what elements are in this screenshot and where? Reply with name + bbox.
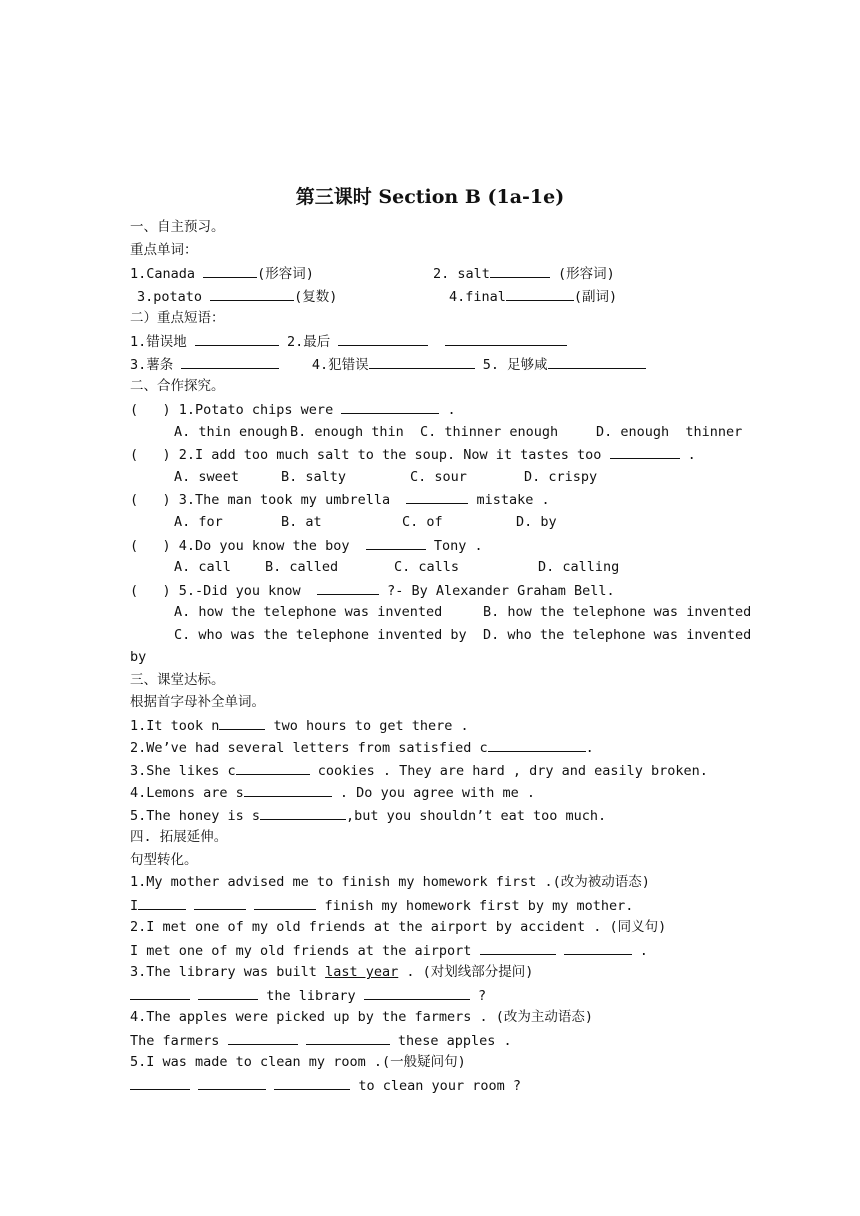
answer-blank[interactable]: [236, 761, 310, 775]
answer-blank[interactable]: [338, 332, 428, 346]
question-text: ( ) 1.Potato chips were: [130, 402, 342, 418]
fill-item-2: [130, 738, 594, 757]
answer-blank[interactable]: [564, 941, 632, 955]
answer-blank[interactable]: [480, 941, 556, 955]
answer-blank[interactable]: [198, 986, 258, 1000]
question-3: [130, 490, 550, 509]
item-text: 5.The honey is s: [130, 808, 261, 824]
answer-blank[interactable]: [366, 536, 426, 550]
item-text: 2.We’ve had several letters from satisfied c: [130, 740, 488, 756]
fill-item-5: [130, 806, 606, 825]
phrase-text: 4.犯错误: [311, 357, 369, 373]
phrase-row-2: [130, 355, 646, 374]
option-1b[interactable]: B. enough thin: [290, 424, 404, 440]
word-item-4: [449, 287, 617, 306]
question-text: ( ) 3.The man took my umbrella: [130, 492, 407, 508]
underlined-phrase: last year: [325, 964, 399, 980]
item-text: ,but you shouldn’t eat too much.: [346, 808, 607, 824]
answer-blank[interactable]: [203, 264, 257, 278]
transform-5-answer: [130, 1076, 521, 1095]
answer-blank[interactable]: [138, 896, 186, 910]
option-2d[interactable]: D. crispy: [524, 469, 598, 485]
key-words-label: 重点单词：: [130, 242, 198, 258]
answer-text: the library: [258, 988, 364, 1004]
transform-3-answer: [130, 986, 486, 1005]
answer-text: The farmers: [130, 1033, 228, 1049]
page-title: 第三课时 Section B (1a-1e): [295, 186, 565, 208]
answer-text: I: [130, 898, 139, 914]
answer-blank[interactable]: [130, 986, 190, 1000]
item-text: . Do you agree with me .: [331, 785, 535, 801]
section-2-heading: 二、合作探究。: [130, 378, 225, 394]
answer-blank[interactable]: [317, 581, 379, 595]
section-1-heading: 一、自主预习。: [130, 219, 225, 235]
question-text: ( ) 2.I add too much salt to the soup. Now it tastes too: [130, 447, 610, 463]
phrase-text: 2.最后: [278, 334, 339, 350]
option-4c[interactable]: C. calls: [394, 559, 460, 575]
question-text: ( ) 5.-Did you know: [130, 583, 317, 599]
section-4-instruction: 句型转化。: [130, 852, 198, 868]
option-5d[interactable]: D. who the telephone was invented: [483, 627, 752, 643]
word-hint: (形容词): [549, 266, 615, 282]
answer-blank[interactable]: [181, 355, 279, 369]
phrase-text: 5. 足够咸: [474, 357, 548, 373]
question-1: [130, 400, 456, 419]
word-item-2: [433, 264, 615, 283]
answer-blank[interactable]: [228, 1031, 298, 1045]
answer-text: to clean your room ?: [350, 1078, 521, 1094]
option-2a[interactable]: A. sweet: [174, 469, 240, 485]
item-text: two hours to get there .: [265, 718, 469, 734]
answer-blank[interactable]: [406, 490, 468, 504]
answer-blank[interactable]: [548, 355, 646, 369]
answer-blank[interactable]: [341, 400, 439, 414]
answer-blank[interactable]: [130, 1076, 190, 1090]
answer-blank[interactable]: [506, 287, 574, 301]
answer-blank[interactable]: [219, 716, 265, 730]
transform-4-prompt: 4.The apples were picked up by the farmers . (改为主动语态): [130, 1009, 594, 1025]
word-item-1: [130, 264, 314, 283]
question-end: .: [439, 402, 456, 418]
item-text: cookies . They are hard , dry and easily broken.: [309, 763, 708, 779]
option-4b[interactable]: B. called: [265, 559, 339, 575]
answer-blank[interactable]: [490, 264, 550, 278]
item-text: .: [585, 740, 594, 756]
option-3d[interactable]: D. by: [516, 514, 557, 530]
word-text: 2. salt: [433, 266, 490, 282]
answer-blank[interactable]: [260, 806, 346, 820]
answer-blank[interactable]: [210, 287, 294, 301]
option-5b[interactable]: B. how the telephone was invented: [483, 604, 752, 620]
answer-blank[interactable]: [274, 1076, 350, 1090]
option-2b[interactable]: B. salty: [281, 469, 347, 485]
question-5: [130, 581, 615, 600]
option-1d[interactable]: D. enough thinner: [596, 424, 743, 440]
item-text: 3.She likes c: [130, 763, 236, 779]
prompt-text: . (对划线部分提问): [398, 964, 534, 980]
prompt-text: 3.The library was built: [130, 964, 326, 980]
option-5a[interactable]: A. how the telephone was invented: [174, 604, 443, 620]
key-phrases-label: 二）重点短语：: [130, 310, 225, 326]
item-text: 4.Lemons are s: [130, 785, 244, 801]
word-hint: (复数): [294, 289, 338, 305]
answer-blank[interactable]: [369, 355, 475, 369]
word-item-3: [137, 287, 337, 306]
answer-blank[interactable]: [488, 738, 586, 752]
answer-blank[interactable]: [306, 1031, 390, 1045]
section-3-heading: 三、课堂达标。: [130, 672, 225, 688]
option-4d[interactable]: D. calling: [538, 559, 620, 575]
answer-blank[interactable]: [194, 896, 246, 910]
word-hint: (形容词): [257, 266, 314, 282]
transform-3-prompt: [130, 963, 533, 981]
answer-text: I met one of my old friends at the airport: [130, 943, 480, 959]
question-text: ( ) 4.Do you know the boy: [130, 538, 366, 554]
option-3a[interactable]: A. for: [174, 514, 223, 530]
transform-4-answer: [130, 1031, 512, 1050]
fill-item-4: [130, 783, 535, 802]
question-end: .: [679, 447, 696, 463]
phrase-text: 1.错误地: [130, 334, 195, 350]
phrase-text: 3.薯条: [130, 357, 182, 373]
word-text: 1.Canada: [130, 266, 204, 282]
answer-blank[interactable]: [195, 332, 279, 346]
option-5d-continued: by: [130, 649, 147, 665]
option-4a[interactable]: A. call: [174, 559, 231, 575]
phrase-row-1: [130, 332, 567, 351]
transform-1-prompt: 1.My mother advised me to finish my homework first .(改为被动语态): [130, 874, 650, 890]
answer-blank[interactable]: [244, 783, 332, 797]
option-5c[interactable]: C. who was the telephone invented by: [174, 627, 467, 643]
word-text: 3.potato: [137, 289, 211, 305]
option-1a[interactable]: A. thin enough: [174, 424, 288, 440]
answer-blank[interactable]: [198, 1076, 266, 1090]
answer-text: .: [631, 943, 648, 959]
question-4: [130, 536, 483, 555]
section-3-instruction: 根据首字母补全单词。: [130, 694, 265, 710]
answer-text: these apples .: [389, 1033, 512, 1049]
option-1c[interactable]: C. thinner enough: [420, 424, 559, 440]
transform-2-answer: [130, 941, 648, 960]
question-end: ?- By Alexander Graham Bell.: [378, 583, 615, 599]
section-4-heading: 四. 拓展延伸。: [130, 829, 228, 845]
word-text: 4.final: [449, 289, 506, 305]
answer-blank[interactable]: [610, 445, 680, 459]
option-3b[interactable]: B. at: [281, 514, 322, 530]
answer-text: ?: [469, 988, 487, 1004]
option-3c[interactable]: C. of: [402, 514, 443, 530]
item-text: 1.It took n: [130, 718, 220, 734]
question-end: mistake .: [468, 492, 550, 508]
question-end: Tony .: [425, 538, 483, 554]
transform-2-prompt: 2.I met one of my old friends at the airport by accident . (同义句): [130, 919, 667, 935]
answer-text: finish my homework first by my mother.: [316, 898, 634, 914]
transform-5-prompt: 5.I was made to clean my room .(一般疑问句): [130, 1054, 466, 1070]
answer-blank[interactable]: [254, 896, 316, 910]
answer-blank[interactable]: [364, 986, 470, 1000]
option-2c[interactable]: C. sour: [410, 469, 467, 485]
fill-item-3: [130, 761, 708, 780]
fill-item-1: [130, 716, 469, 735]
answer-blank[interactable]: [445, 332, 567, 346]
transform-1-answer: [130, 896, 633, 915]
question-2: [130, 445, 696, 464]
word-hint: (副词): [573, 289, 618, 305]
